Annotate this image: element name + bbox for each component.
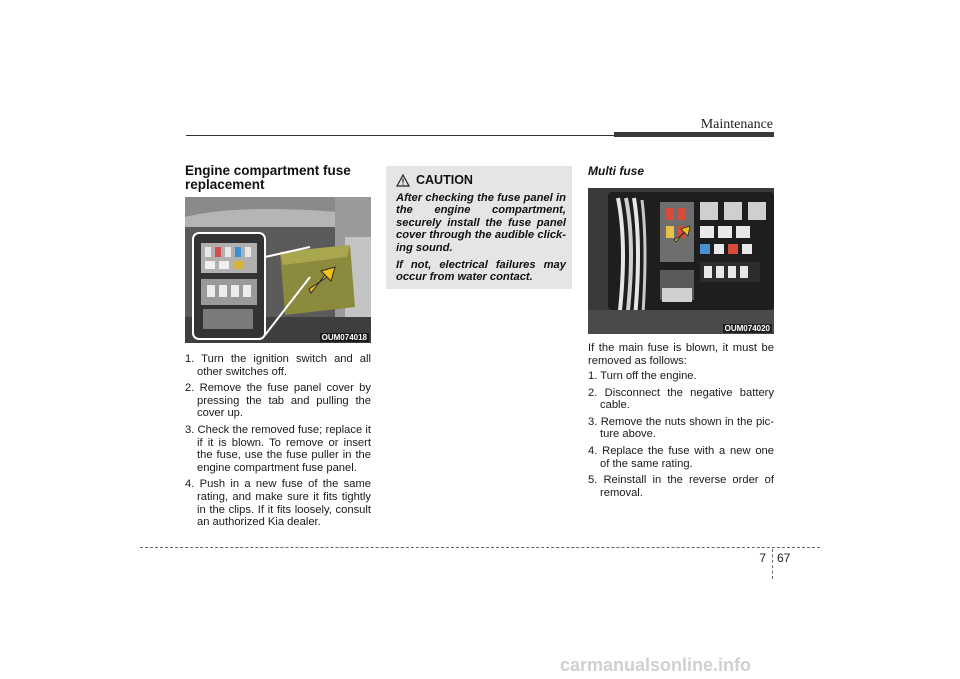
header-rule <box>186 135 614 136</box>
right-column <box>588 164 774 503</box>
sub-heading: Multi fuse <box>588 164 644 178</box>
list-item: 4. Replace the fuse with a new one of the same rating. <box>588 444 774 470</box>
multi-fuse-photo <box>588 188 774 334</box>
caution-text: If not, electrical failures may occur from water contact. <box>396 259 566 284</box>
list-item: 3. Check the removed fuse; replace it if it is blown. To remove or insert the fuse, use the fuse puller in the engine compartment fuse panel. <box>185 423 371 474</box>
caution-title: CAUTION <box>416 173 473 187</box>
list-item: 1. Turn the ignition switch and all other switches off. <box>185 353 371 378</box>
list-item: 4. Push in a new fuse of the same rating, and make sure it fits tightly in the clips. If it fits loosely, consult an authorized Kia dealer. <box>185 478 371 529</box>
list-item: 5. Reinstall in the reverse order of removal. <box>588 474 774 499</box>
list-item: 3. Remove the nuts shown in the pic-ture above. <box>588 415 774 441</box>
photo-code: OUM074018 <box>321 333 367 342</box>
warning-triangle-icon <box>396 174 410 187</box>
page-number: 67 <box>777 551 791 565</box>
header-bar <box>614 132 774 137</box>
procedure-list <box>588 370 774 499</box>
section-heading: Engine compartment fuse replacement <box>185 163 351 192</box>
caution-box <box>386 166 572 289</box>
footer-rule <box>140 547 820 548</box>
left-column <box>185 164 371 533</box>
list-item: 1. Turn off the engine. <box>588 370 697 382</box>
watermark: carmanualsonline.info <box>560 655 752 675</box>
fuse-panel-photo <box>185 197 371 343</box>
caution-text: After checking the fuse panel in the engine compartment, securely install the fuse panel cover through the audible click-ing sound. <box>396 192 566 254</box>
procedure-list <box>185 353 371 529</box>
photo-code: OUM074020 <box>724 324 770 333</box>
list-item: 2. Remove the fuse panel cover by pressing the tab and pulling the cover up. <box>185 382 371 420</box>
list-item: 2. Disconnect the negative battery cable. <box>588 386 774 412</box>
page-chapter: 7 <box>759 551 766 565</box>
middle-column <box>386 164 572 289</box>
header-section-title: Maintenance <box>700 117 773 132</box>
fuse-panel-illustration <box>185 197 371 343</box>
footer-divider <box>772 549 773 579</box>
intro-paragraph: If the main fuse is blown, it must be removed as follows: <box>588 342 774 367</box>
multi-fuse-illustration <box>588 188 774 334</box>
